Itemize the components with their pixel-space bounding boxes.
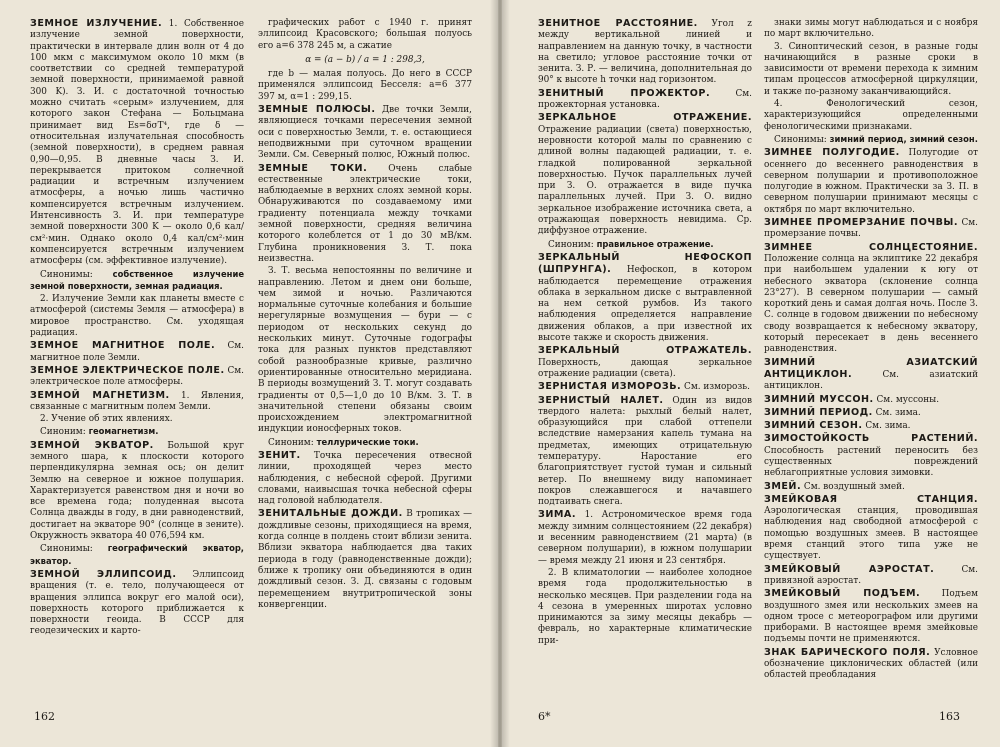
entry-headword: ЗЕМНОЙ ЭКВАТОР. [30,439,154,451]
entry-headword: ЗМЕЙ. [764,480,802,492]
dictionary-entry [30,294,244,339]
entry-text: См. изморозь. [681,382,750,393]
entry-text: знаки зимы могут наблюдаться и с ноября по март включительно. [764,18,978,40]
entry-headword: ЗЕМНОЕ ЭЛЕКТРИЧЕСКОЕ ПОЛЕ. [30,364,225,376]
dictionary-entry [764,647,978,682]
entry-headword: ЗЕМНОЕ ИЗЛУЧЕНИЕ. [30,18,163,29]
book-gutter [490,0,510,747]
synonyms-terms: зимний период, зимний сезон. [826,133,978,144]
entry-headword: ЗМЕЙКОВАЯ СТАНЦИЯ. [764,493,978,505]
synonyms-line [30,543,244,568]
synonyms-label: Синонимы: [774,134,827,145]
dictionary-entry [258,508,472,611]
entry-text: Точка пересечения отвесной линии, проходящей через место наблюдения, с небесной сферой. Другими словами, наивысшая точка небесной сферы над головой наблюдателя. [258,450,472,507]
entry-text: 1. Астрономическое время года между зимним солнцестоянием (22 декабря) и весенним равноденствием (21 марта) (в северном полушарии), в южном полушарии — время между 21 июня и 23 сентября. [538,510,752,566]
synonyms-line [30,269,244,294]
entry-headword: ЗНАК БАРИЧЕСКОГО ПОЛЯ. [764,646,931,658]
dictionary-entry [764,147,978,216]
synonyms-label: Синонимы: [40,269,93,280]
dictionary-entry [538,395,752,509]
entry-headword: ЗИМНИЙ СЕЗОН. [764,420,863,432]
entry-headword: ЗИМНЕЕ СОЛНЦЕСТОЯНИЕ. [764,241,978,253]
entry-text: См. муссоны. [873,394,940,405]
synonyms-label: Синоним: [40,427,86,438]
entry-headword: ЗЕНИТ. [258,449,301,461]
right-column-2 [764,18,978,694]
entry-headword: ЗЕМНОЙ ЭЛЛИПСОИД. [30,568,177,580]
entry-text: Две точки Земли, являющиеся точками пересечения земной оси с поверхностью Земли, т. е. остающиеся неподвижными при суточном вращении Земли. См. Северный полюс, Южный полюс. [258,105,472,161]
dictionary-entry [764,420,978,432]
dictionary-entry [30,340,244,364]
signature-mark: 6* [538,710,551,723]
entry-text: Угол z между вертикальной линией и направлением на данную точку, в частности на светило; угловое расстояние точки от зенита. З. Р. — величина, дополнительная до 90° к высоте h точки над горизонтом. [538,19,752,86]
dictionary-entry [538,18,752,87]
entry-text: См. азиатский антициклон. [764,369,978,392]
entry-text: См. воздушный змей. [801,481,905,492]
right-page [502,0,1000,747]
right-column-1 [538,18,752,694]
entry-text: См. прожекторная установка. [538,88,752,111]
entry-text: См. привязной аэростат. [764,564,978,586]
synonyms-terms: теллурические токи. [313,436,419,447]
entry-headword: ЗИМА. [538,509,576,521]
dictionary-entry [258,450,472,507]
dictionary-entry [258,104,472,161]
left-column-1 [30,18,244,694]
entry-headword: ЗЕНИТАЛЬНЫЕ ДОЖДИ. [258,508,403,520]
dictionary-entry [538,381,752,393]
entry-headword: ЗИМНЕЕ ПРОМЕРЗАНИЕ ПОЧВЫ. [764,217,959,229]
dictionary-entry [30,18,244,268]
dictionary-entry [258,163,472,266]
entry-text: В тропиках — дождливые сезоны, приходящиеся на время, когда солнце в полдень стоит вблизи зенита. Вблизи экватора наблюдается два таких периода в году (равноденственные дожди); ближе к тропику они объединяются в один дождливый сезон. З. Д. связаны с годовым перемещением внутритропической зоны конвергенции. [258,509,472,610]
synonyms-label: Синоним: [268,437,314,448]
dictionary-entry [764,217,978,241]
dictionary-entry [30,440,244,543]
entry-text: См. электрическое поле атмосферы. [30,365,244,388]
dictionary-entry [764,357,978,393]
entry-text: Аэрологическая станция, проводившая наблюдения над свободной атмосферой с помощью воздушных змеев. В настоящее время станций этого типа уже не существует. [764,506,978,562]
entry-headword: ЗМЕЙКОВЫЙ АЭРОСТАТ. [764,563,935,575]
entry-text: графических работ с 1940 г. принят эллипсоид Красовского; большая полуось его a=6 378 245 м, а сжатие [258,18,472,51]
dictionary-entry [764,494,978,563]
entry-text: См. зима. [872,407,921,418]
synonyms-terms: собственное излучение земной поверхности, земная радиация. [30,268,244,291]
entry-text: Большой круг земного шара, к плоскости которого перпендикулярна земная ось; он делит Землю на северное и южное полушария. Характеризуется равенством дня и ночи во все времена года; полуденная высота Солнца дважды в году, в дни равноденствий, достигает на экваторе 90° (солнце в зените). Окружность экватора 40 076,594 км. [30,440,244,542]
synonyms-terms: геомагнетизм. [85,426,159,437]
entry-text: См. зима. [862,421,911,432]
page-number-left: 162 [34,710,55,723]
entry-headword: ЗЕМНОЙ МАГНЕТИЗМ. [30,389,170,401]
entry-text: Эллипсоид вращения (т. е. тело, получающееся от вращения эллипса вокруг его малой оси), поверхность которого приближается к поверхности геоида. В СССР для геодезических и карто- [30,569,244,637]
dictionary-entry [538,112,752,237]
entry-text: Полугодие от осеннего до весеннего равноденствия в северном полушарии и противоположное полугодие в южном. Практически за З. П. в северном полушарии принимают месяцы с октября по март включительно. [764,148,978,215]
synonyms-line [30,426,244,438]
entry-text: Отражение радиации (света) поверхностью, неровности которой малы по сравнению с длиной волны падающей радиации, т. е. гладкой полированной зеркальной поверхностью. Пучок параллельных лучей при З. О. отражается в виде пучка параллельных лучей. При З. О. видно зеркальное изображение источника света, а отражающая поверхность невидима. Ср. диффузное отражение. [538,124,752,237]
entry-headword: ЗЕМНЫЕ ПОЛЮСЫ. [258,104,376,116]
entry-headword: ЗЕРКАЛЬНЫЙ НЕФОСКОП (ШПРУНГА). [538,251,752,276]
dictionary-entry [764,588,978,645]
dictionary-entry [538,252,752,344]
entry-headword: ЗЕНИТНЫЙ ПРОЖЕКТОР. [538,87,711,99]
entry-text: 3. Синоптический сезон, в разные годы начинающийся в разные сроки в зависимости от времени перехода к зимним типам процессов атмосферной циркуляции, и также по-разному заканчивающийся. [764,41,978,97]
entry-headword: ЗЕРКАЛЬНЫЙ ОТРАЖАТЕЛЬ. [538,345,752,357]
dictionary-entry [764,433,978,479]
entry-text: З. Т. весьма непостоянны по величине и направлению. Летом и днем они больше, чем зимой и ночью. Различаются нормальные суточные колебания и большие нерегулярные возмущения — бури — с периодом от нескольких секунд до нескольких минут. Суточные годографы тока для разных пунктов представляют собой разнообразные кривые, различно ориентированные относительно меридиана. В периоды возмущений З. Т. могут создавать градиенты от 0,5—1,0 до 10 В/км. З. Т. в значительной степени обязаны своим происхождением электромагнитной индукции ионосферных токов. [258,266,472,435]
synonyms-label: Синоним: [548,239,594,250]
dictionary-entry [258,266,472,435]
dictionary-entry [538,88,752,112]
synonyms-terms: правильное отражение. [593,238,714,249]
entry-text: 2. Учение об этих явлениях. [40,414,173,425]
dictionary-entry [538,509,752,566]
dictionary-entry [764,481,978,493]
entry-headword: ЗЕМНОЕ МАГНИТНОЕ ПОЛЕ. [30,340,216,352]
entry-text: Нефоскоп, в котором наблюдается перемещение отражения облака в зеркальном диске с вытравленной на нем сеткой румбов. Из такого наблюдения определяется направление движения облаков, а при известной их высоте также и скорость движения. [538,265,752,344]
dictionary-entry [258,69,472,103]
dictionary-entry [258,18,472,52]
synonyms-terms: географический экватор, экватор. [30,543,244,566]
dictionary-entry [764,407,978,419]
entry-text: где b — малая полуось. До него в СССР применялся эллипсоид Бесселя: a=6 377 397 м, α=1 : 299,15. [258,69,472,102]
dictionary-entry [764,42,978,98]
entry-headword: ЗИМОСТОЙКОСТЬ РАСТЕНИЙ. [764,433,978,445]
entry-headword: ЗЕРНИСТАЯ ИЗМОРОЗЬ. [538,381,682,393]
entry-text: Очень слабые естественные электрические токи, наблюдаемые в верхних слоях земной коры. Обнаруживаются по создаваемому ими градиенту потенциала между точками земной поверхности, средняя величина которого колеблется от 1 до 30 мВ/км. Глубина проникновения З. Т. пока неизвестна. [258,163,472,264]
entry-text: Условное обозначение циклонических областей (или областей преобладания [764,647,978,681]
entry-headword: ЗЕРКАЛЬНОЕ ОТРАЖЕНИЕ. [538,112,752,124]
dictionary-entry [764,564,978,588]
entry-headword: ЗИМНИЙ ПЕРИОД. [764,406,873,418]
entry-text: 1. Собственное излучение земной поверхности, практически в интервале длин волн от 4 до 100 мкм с максимумом около 10 мкм (в соответствии со средней температурой земной поверхности, принимаемой равной 300 K). З. И. с достаточной точностью можно считать «серым» излучением, для которого закон Стефана — Больцмана принимает вид Es=δσT⁴, где δ — относительная излучательная способность (земной поверхности), в среднем равная 0,90—0,95. В дневные часы З. И. перекрывается притоком солнечной радиации и встречным излучением атмосферы, а ночью лишь частично компенсируется встречным излучением. Интенсивность З. И. при температуре земной поверхности 300 K — около 0,6 кал/см²·мин. Однако около 0,4 кал/см²·мин компенсируется встречным излучением атмосферы (см. эффективное излучение). [30,19,244,267]
dictionary-entry [30,414,244,425]
dictionary-entry [30,390,244,414]
entry-text: Положение солнца на эклиптике 22 декабря при наибольшем удалении к югу от небесного экватора (склонение солнца 23°27′). В северном полушарии — самый короткий день и самая долгая ночь. После З. С. солнце в годовом движении по небесному своду возвращается к небесному экватору, который пересекает в день весеннего равноденствия. [764,253,978,355]
entry-headword: ЗЕРНИСТЫЙ НАЛЕТ. [538,394,664,406]
synonyms-label: Синонимы: [40,544,93,555]
dictionary-entry [764,242,978,356]
dictionary-entry [538,345,752,380]
dictionary-entry [764,18,978,41]
entry-text: 2. В климатологии — наиболее холодное время года продолжительностью в несколько месяцев. При разделении года на 4 сезона в умеренных широтах условно принимаются за зиму месяцы декабрь — февраль, но характерные климатические при- [538,567,752,646]
dictionary-entry [764,99,978,133]
entry-text: Способность растений переносить без существенных повреждений неблагоприятные условия зимовки. [764,445,978,479]
entry-text: Один из видов твердого налета: рыхлый белый налет, образующийся при слабой оттепели вследствие намерзания капель тумана на предметах, имеющих отрицательную температуру. Наростание его благоприятствует густой туман и сильный ветер. По внешнему виду напоминает покров слежавшегося и начавшего подтаивать снега. [538,395,752,508]
page-number-right: 163 [939,710,960,723]
entry-headword: ЗМЕЙКОВЫЙ ПОДЪЕМ. [764,588,921,600]
entry-text: 4. Фенологический сезон, характеризующийся определенными фенологическими признаками. [764,99,978,132]
formula: α = (a − b) / a = 1 : 298,3, [305,54,425,65]
entry-text: См. магнитное поле Земли. [30,341,244,363]
dictionary-entry [30,569,244,638]
entry-headword: ЗИМНИЙ АЗИАТСКИЙ АНТИЦИКЛОН. [764,356,978,380]
dictionary-entry [30,365,244,389]
entry-headword: ЗЕНИТНОЕ РАССТОЯНИЕ. [538,18,698,29]
left-column-2 [258,18,472,694]
entry-headword: ЗИМНЕЕ ПОЛУГОДИЕ. [764,147,900,159]
dictionary-entry [764,394,978,406]
entry-headword: ЗИМНИЙ МУССОН. [764,393,874,405]
left-page [0,0,498,747]
entry-text: Поверхность, дающая зеркальное отражение радиации (света). [538,357,752,379]
entry-text: 1. Явления, связанные с магнитным полем Земли. [30,390,244,412]
synonyms-line [258,437,472,449]
entry-headword: ЗЕМНЫЕ ТОКИ. [258,162,368,174]
entry-text: См. промерзание почвы. [764,218,978,240]
dictionary-entry [538,568,752,647]
entry-text: Подъем воздушного змея или нескольких змеев на одном тросе с метеорографом или другими приборами. В настоящее время змейковые подъемы почти не применяются. [764,589,978,645]
entry-text: 2. Излучение Земли как планеты вместе с атмосферой (системы Земля — атмосфера) в мировое пространство. См. уходящая радиация. [30,294,244,339]
synonyms-line [538,239,752,251]
synonyms-line [764,134,978,146]
